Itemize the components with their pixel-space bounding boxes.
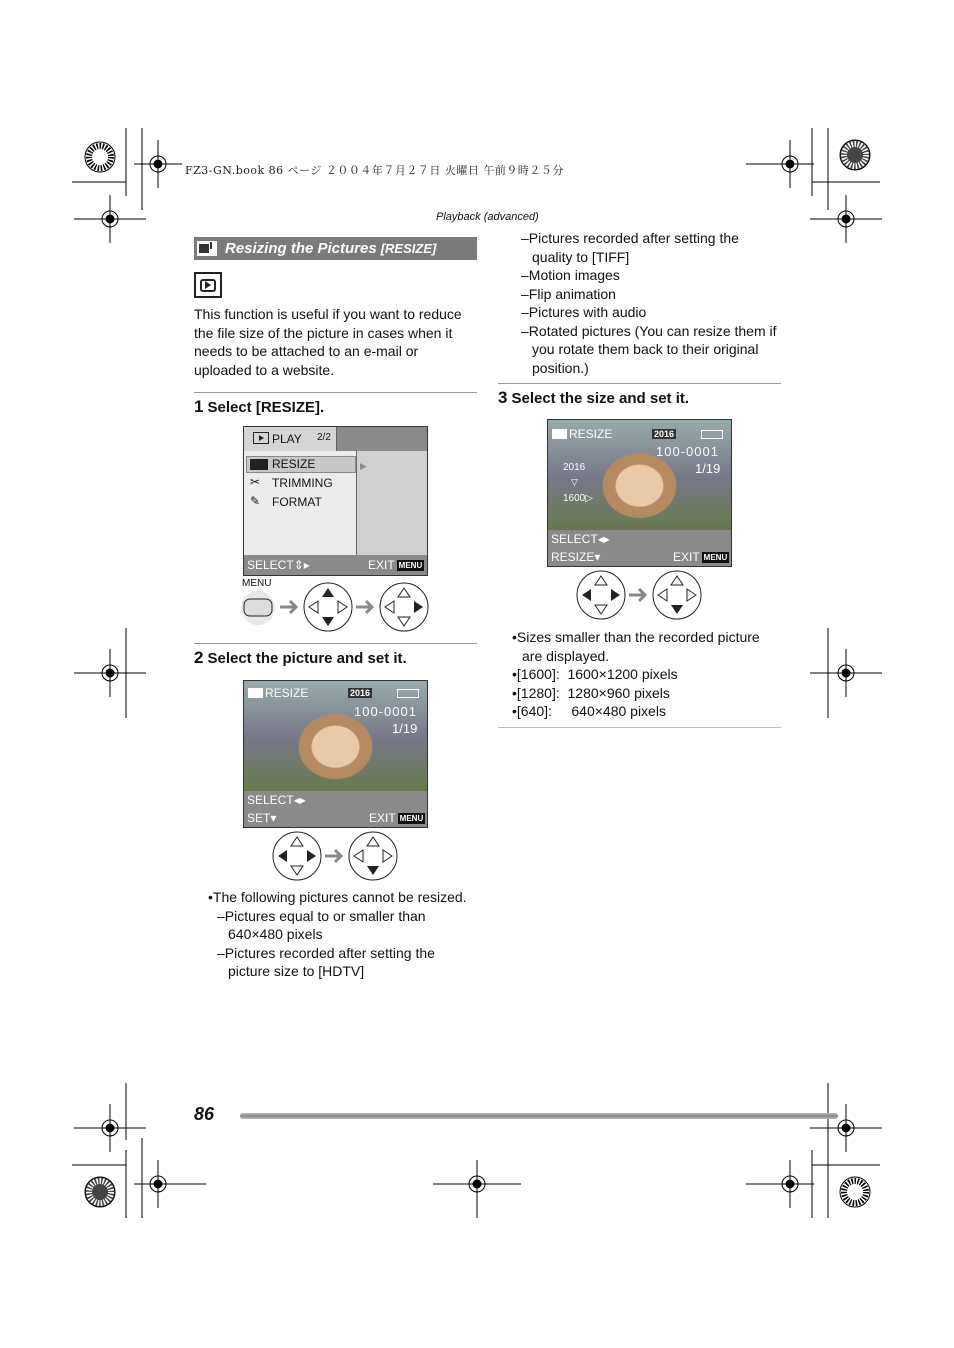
target-size[interactable]: 1600▷ xyxy=(563,493,593,504)
select-hint: SELECT◂▸ xyxy=(247,793,306,807)
resize-screen-icon xyxy=(248,688,263,698)
resize-item-icon xyxy=(250,459,268,470)
current-size: 2016 xyxy=(563,462,586,473)
dash-item: –Pictures with audio xyxy=(521,304,647,320)
resize-screen-icon xyxy=(552,429,567,439)
print-header: FZ3-GN.book 86 ページ ２００４年７月２７日 火曜日 午前９時２５分 xyxy=(185,164,564,177)
format-icon: ✎ xyxy=(250,494,261,508)
bullet-item: •[1280]: 1280×960 pixels xyxy=(512,684,670,701)
file-number: 100-0001 xyxy=(354,704,417,719)
step3-title: 3 Select the size and set it. xyxy=(498,388,690,407)
step2-button-sequence xyxy=(270,830,400,882)
size-badge: 2016 xyxy=(350,688,371,698)
step2-notes xyxy=(208,888,478,981)
dash-item: –Flip animation xyxy=(521,285,616,302)
menu-item-format[interactable]: FORMAT xyxy=(272,495,322,509)
menu-item-resize[interactable]: RESIZE xyxy=(272,457,316,471)
step2-playback-screen xyxy=(243,680,428,828)
divider xyxy=(194,643,477,644)
size-badge: 2016 xyxy=(654,429,675,439)
running-head: Playback (advanced) xyxy=(436,211,539,223)
bullet-item: •The following pictures cannot be resized. xyxy=(208,889,467,905)
dash-item: –Rotated pictures (You can resize them if you rotate them back to their original position.) xyxy=(521,322,777,376)
step3-notes xyxy=(512,628,782,721)
set-hint: SET▾ xyxy=(247,811,277,825)
step3-button-sequence xyxy=(574,569,704,621)
menu-button-label: MENU xyxy=(242,578,272,589)
step1-menu-screen: PLAY 2/2 ▶ RESIZE ✂ TRIMMING ✎ FORMAT SELECT⇕▸ EXIT MENU xyxy=(243,426,428,576)
section-title: Resizing the Pictures xyxy=(225,240,377,257)
exit-hint: EXIT MENU xyxy=(369,811,424,825)
dash-item: –Pictures equal to or smaller than 640×480 pixels xyxy=(217,907,426,942)
file-number: 100-0001 xyxy=(656,444,719,459)
resize-label: RESIZE xyxy=(569,427,613,441)
page-indicator: 2/2 xyxy=(317,432,331,443)
dash-item: –Pictures recorded after setting the quality to [TIFF] xyxy=(521,230,739,265)
exit-hint: EXIT MENU xyxy=(673,550,728,564)
scissors-icon: ✂ xyxy=(250,475,261,489)
battery-icon xyxy=(397,689,419,698)
bullet-item: •Sizes smaller than the recorded picture are displayed. xyxy=(512,629,760,664)
intro-text: This function is useful if you want to reduce the file size of the picture in cases when it needs to be attached to an e-mail or uploaded to a website. xyxy=(194,306,462,378)
step1-title: 1 Select [RESIZE]. xyxy=(194,397,325,416)
menu-item-trimming[interactable]: TRIMMING xyxy=(272,476,333,490)
resize-icon xyxy=(197,241,217,256)
battery-icon xyxy=(701,430,723,439)
bullet-item: •[640]: 640×480 pixels xyxy=(512,703,666,719)
col2-dash-list xyxy=(521,229,781,377)
play-tab-label: PLAY xyxy=(272,432,302,446)
dash-item: –Motion images xyxy=(521,267,620,283)
playback-mode-icon xyxy=(194,272,222,298)
play-tab-icon xyxy=(253,432,269,444)
select-hint: SELECT⇕▸ xyxy=(247,558,310,572)
section-tag: [RESIZE] xyxy=(380,241,437,256)
select-hint: SELECT◂▸ xyxy=(551,532,610,546)
resize-hint: RESIZE▾ xyxy=(551,550,601,564)
divider xyxy=(194,392,477,393)
divider xyxy=(498,727,781,728)
dash-item: –Pictures recorded after setting the picture size to [HDTV] xyxy=(217,944,435,979)
step2-title: 2 Select the picture and set it. xyxy=(194,648,407,667)
exit-hint: EXIT MENU xyxy=(368,558,423,572)
step3-resize-screen xyxy=(547,419,732,567)
footer-bar xyxy=(240,1113,838,1119)
divider xyxy=(498,383,781,384)
section-title-bar xyxy=(194,237,477,260)
step1-button-sequence xyxy=(240,581,432,633)
bullet-item: •[1600]: 1600×1200 pixels xyxy=(512,666,678,682)
page-number: 86 xyxy=(194,1104,215,1124)
image-count: 1/19 xyxy=(695,461,721,476)
image-count: 1/19 xyxy=(392,721,418,736)
resize-label: RESIZE xyxy=(265,686,309,700)
arrow-down-icon: ▽ xyxy=(571,477,578,487)
